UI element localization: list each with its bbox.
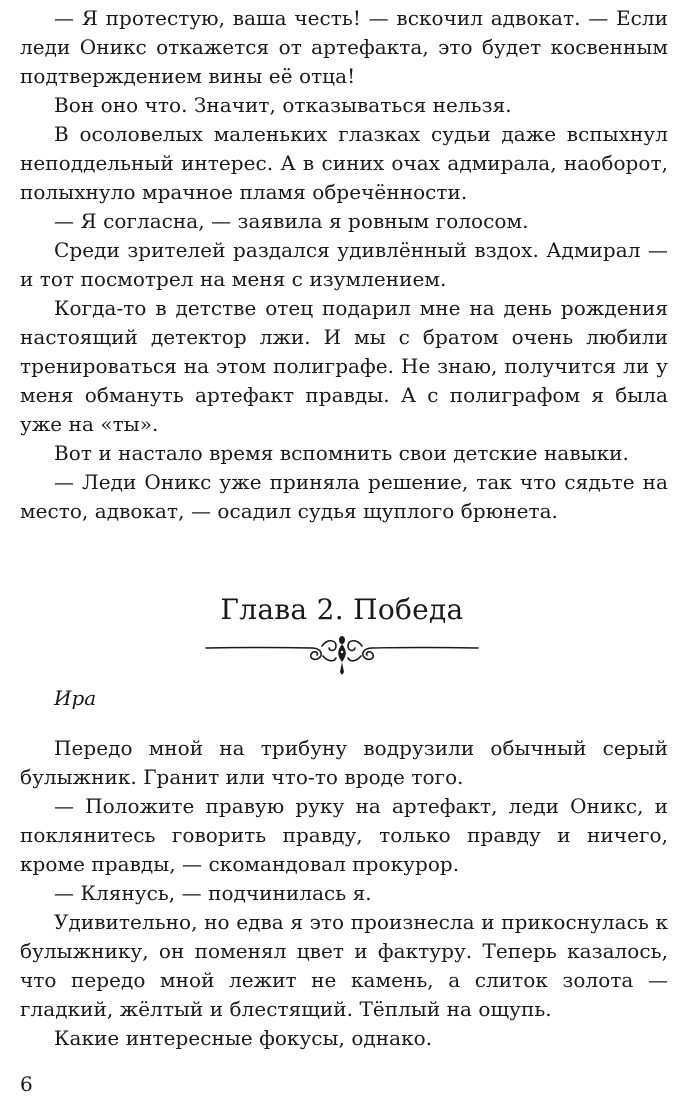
scroll-flourish-divider-icon: [202, 632, 482, 676]
paragraph: — Я согласна, — заявила я ровным голосом.: [54, 209, 529, 233]
paragraph: — Я протестую, ваша честь! — вскочил адвокат. — Если леди Оникс откажется от артефакта, это будет косвенным подтверждением вины её отца!: [20, 6, 668, 88]
paragraph: Вот и настало время вспомнить свои детские навыки.: [54, 441, 629, 465]
page-number: 6: [20, 1072, 33, 1096]
paragraph: Какие интересные фокусы, однако.: [54, 1026, 433, 1050]
paragraph: — Положите правую руку на артефакт, леди Оникс, и поклянитесь говорить правду, только правду и ничего, кроме правды, — скомандовал прокурор.: [20, 794, 668, 876]
paragraph: — Клянусь, — подчинилась я.: [54, 881, 372, 905]
pov-label: Ира: [54, 686, 97, 710]
body-text-top: [20, 4, 668, 526]
paragraph: Передо мной на трибуну водрузили обычный серый булыжник. Гранит или что-то вроде того.: [20, 736, 668, 789]
paragraph: — Леди Оникс уже приняла решение, так что сядьте на место, адвокат, — осадил судья щуплого брюнета.: [20, 470, 668, 523]
body-text-bottom: [20, 734, 668, 1053]
paragraph: Когда-то в детстве отец подарил мне на день рождения настоящий детектор лжи. И мы с братом очень любили тренироваться на этом полиграфе. Не знаю, получится ли у меня обмануть артефакт правды. А с полиграфом я была уже на «ты».: [20, 296, 668, 436]
chapter-title: Глава 2. Победа: [220, 593, 464, 626]
paragraph: Вон оно что. Значит, отказываться нельзя.: [54, 93, 512, 117]
paragraph: В осоловелых маленьких глазках судьи даже вспыхнул неподдельный интерес. А в синих очах адмирала, наоборот, полыхнуло мрачное пламя обречённости.: [20, 122, 668, 204]
paragraph: Удивительно, но едва я это произнесла и прикоснулась к булыжнику, он поменял цвет и фактуру. Теперь казалось, что передо мной лежит не камень, а слиток золота — гладкий, жёлтый и блестящий. Тёплый на ощупь.: [20, 910, 668, 1021]
paragraph: Среди зрителей раздался удивлённый вздох. Адмирал — и тот посмотрел на меня с изумлением.: [20, 238, 668, 291]
